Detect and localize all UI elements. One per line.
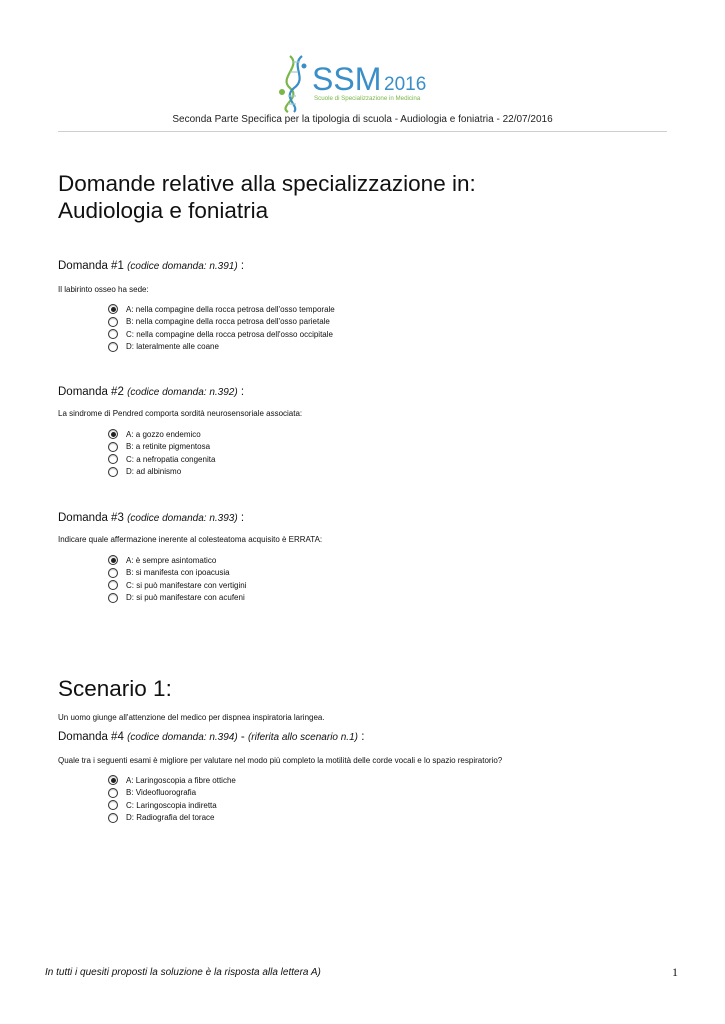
radio-selected-icon[interactable] [108,555,118,565]
scenario-text: Un uomo giunge all'attenzione del medico per dispnea inspiratoria laringea. [58,713,325,722]
question-label: Domanda #2 [58,386,124,398]
question-3-text: Indicare quale affermazione inerente al colesteatoma acquisito è ERRATA: [58,535,323,544]
question-4-heading [58,731,364,743]
page-title-line2: Audiologia e foniatria [58,198,269,223]
option-a[interactable] [108,428,215,441]
option-label: C: nella compagine della rocca petrosa dell'osso occipitale [126,329,333,339]
document-header: Seconda Parte Specifica per la tipologia di scuola - Audiologia e foniatria - 22/07/2016 [172,114,553,125]
option-b[interactable] [108,441,215,454]
page-number: 1 [672,965,678,979]
question-1-text: Il labirinto osseo ha sede: [58,285,149,294]
question-code: (codice domanda: n.394) [127,732,238,743]
radio-icon[interactable] [108,317,118,327]
option-label: D: si può manifestare con acufeni [126,593,245,603]
question-1-heading [58,260,244,272]
option-a[interactable] [108,554,247,567]
question-code: (codice domanda: n.391) [127,261,238,272]
question-suffix: : [240,386,245,398]
question-suffix: : [240,260,245,272]
question-label: Domanda #3 [58,512,124,524]
logo-year: 2016 [384,74,427,95]
ssm-logo [268,52,458,114]
option-label: B: nella compagine della rocca petrosa dell'osso parietale [126,317,330,327]
radio-selected-icon[interactable] [108,304,118,314]
option-label: D: ad albinismo [126,467,182,477]
scenario-ref-dash: - [240,731,245,743]
option-label: A: nella compagine della rocca petrosa dell'osso temporale [126,304,335,314]
radio-icon[interactable] [108,813,118,823]
radio-selected-icon[interactable] [108,429,118,439]
option-b[interactable] [108,787,236,800]
footer-note: In tutti i quesiti proposti la soluzione è la risposta alla lettera A) [45,967,321,978]
question-suffix: : [361,731,365,743]
radio-icon[interactable] [108,467,118,477]
radio-icon[interactable] [108,329,118,339]
option-c[interactable] [108,579,247,592]
option-c[interactable] [108,328,335,341]
option-label: A: è sempre asintomatico [126,555,217,565]
option-b[interactable] [108,567,247,580]
radio-icon[interactable] [108,788,118,798]
question-2-text: La sindrome di Pendred comporta sordità neurosensoriale associata: [58,409,303,418]
option-label: A: a gozzo endemico [126,429,201,439]
option-c[interactable] [108,799,236,812]
radio-icon[interactable] [108,342,118,352]
scenario-reference: (riferita allo scenario n.1) [247,732,358,743]
radio-selected-icon[interactable] [108,775,118,785]
question-suffix: : [240,512,245,524]
logo-brand: SSM [312,61,382,97]
header-divider [58,131,667,132]
radio-icon[interactable] [108,454,118,464]
question-2-heading [58,386,244,398]
radio-icon[interactable] [108,800,118,810]
option-label: B: Videofluorografia [126,788,197,798]
option-d[interactable] [108,341,335,354]
option-b[interactable] [108,316,335,329]
question-4-text: Quale tra i seguenti esami è migliore per valutare nel modo più completo la motilità delle corde vocali e lo spazio respiratorio? [58,756,503,765]
scenario-title: Scenario 1: [58,676,172,701]
option-label: B: a retinite pigmentosa [126,442,211,452]
option-label: D: lateralmente alle coane [126,342,219,352]
option-label: C: si può manifestare con vertigini [126,580,247,590]
option-label: C: Laringoscopia indiretta [126,800,217,810]
option-a[interactable] [108,303,335,316]
radio-icon[interactable] [108,580,118,590]
option-d[interactable] [108,466,215,479]
radio-icon[interactable] [108,593,118,603]
question-2-options [108,428,215,478]
question-code: (codice domanda: n.392) [127,387,238,398]
option-a[interactable] [108,774,236,787]
option-label: B: si manifesta con ipoacusia [126,568,230,578]
page-title-line1: Domande relative alla specializzazione in: [58,171,476,196]
page-title [58,170,658,224]
question-3-heading [58,512,244,524]
option-label: C: a nefropatia congenita [126,454,216,464]
option-label: D: Radiografia del torace [126,813,215,823]
option-d[interactable] [108,592,247,605]
radio-icon[interactable] [108,568,118,578]
question-1-options [108,303,335,353]
option-c[interactable] [108,453,215,466]
question-label: Domanda #1 [58,260,124,272]
dna-helix-icon [268,52,458,114]
question-code: (codice domanda: n.393) [127,513,238,524]
question-4-options [108,774,236,824]
option-label: A: Laringoscopia a fibre ottiche [126,775,236,785]
question-label: Domanda #4 [58,731,124,743]
radio-icon[interactable] [108,442,118,452]
question-3-options [108,554,247,604]
logo-tagline: Scuole di Specializzazione in Medicina [314,95,421,102]
option-d[interactable] [108,812,236,825]
